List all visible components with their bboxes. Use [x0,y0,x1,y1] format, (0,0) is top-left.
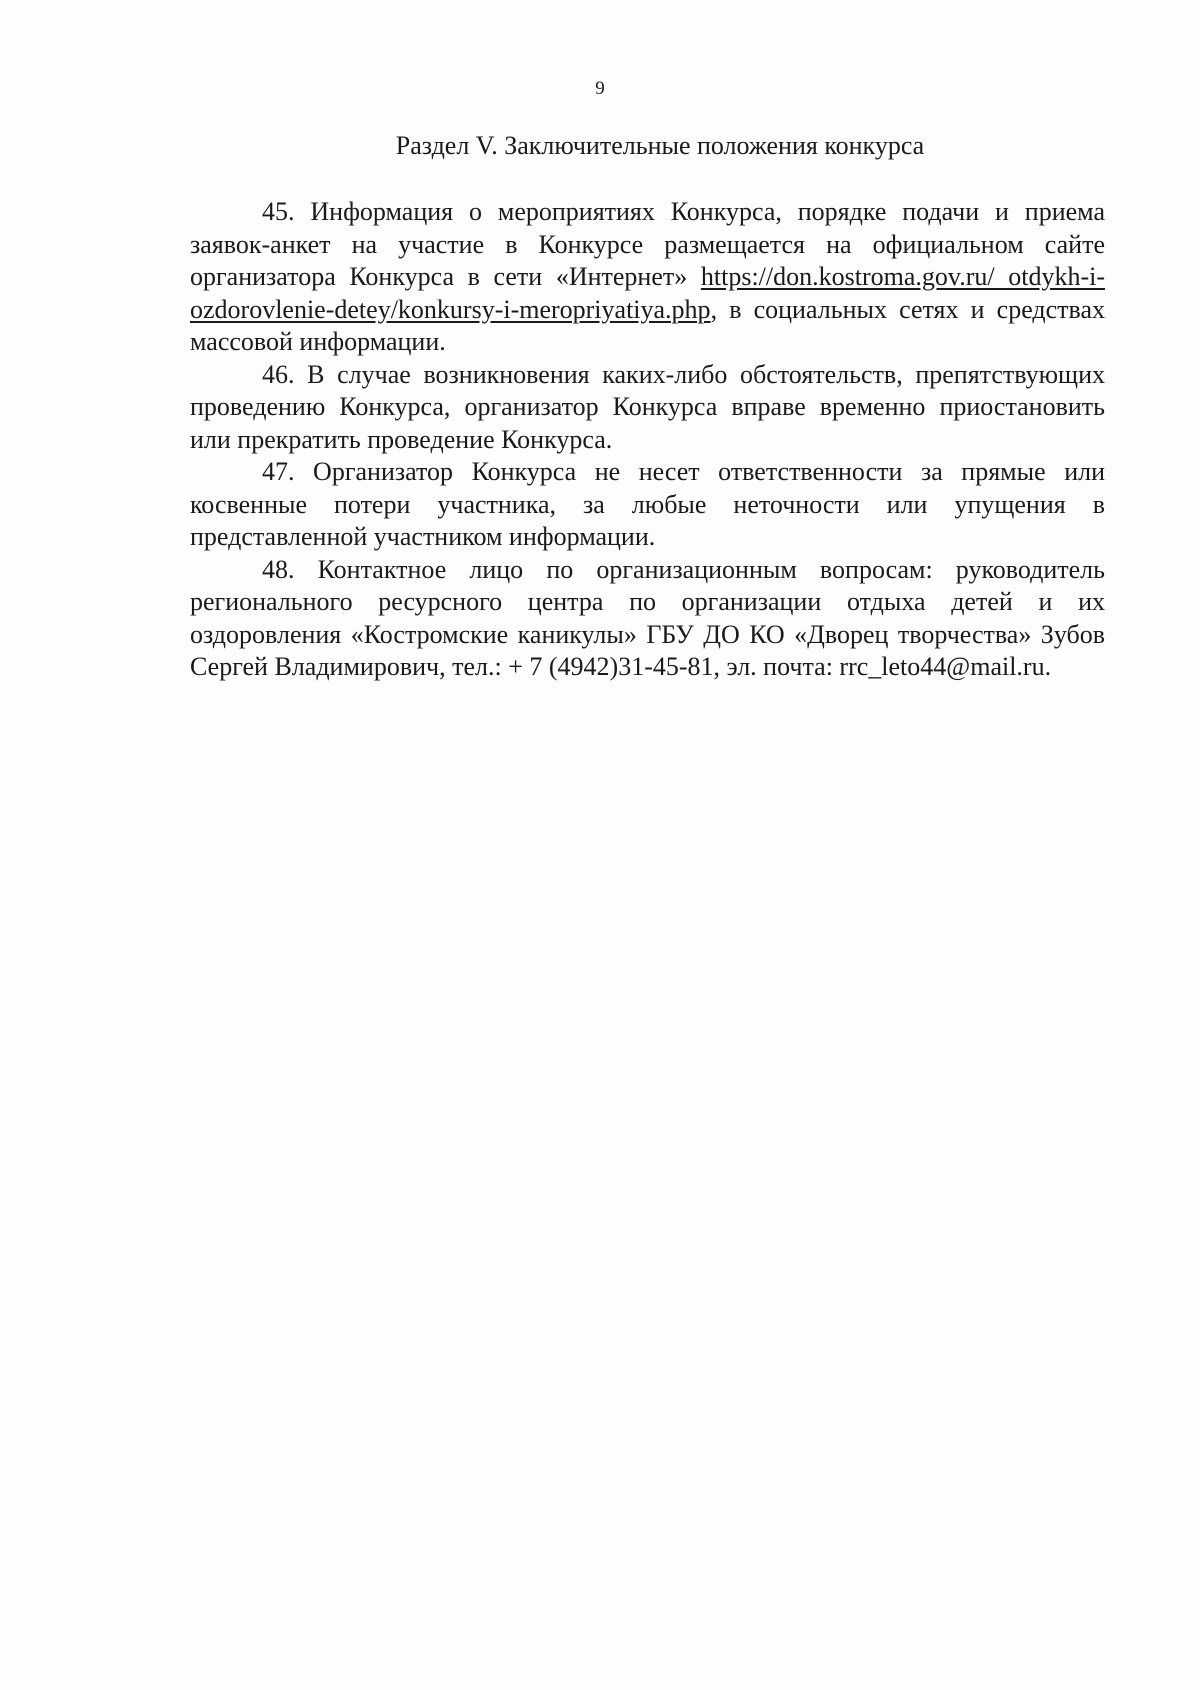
paragraph-47: 47. Организатор Конкурса не несет ответственности за прямые или косвенные потери участника, за любые неточности или упущения в представленной участником информации. [190,457,1105,551]
paragraph-45-text-before: 45. Информация о мероприятиях Конкурса, порядке подачи и приема заявок-анкет на участие в Конкурсе размещается на официальном сайте организатора Конкурса в сети «Интернет» [190,197,1105,291]
page-number: 9 [595,78,605,99]
paragraph-46: 46. В случае возникновения каких-либо обстоятельств, препятствующих проведению Конкурса, организатор Конкурса вправе временно приостановить или прекратить проведение Конкурса. [190,359,1105,454]
section-title: Раздел V. Заключительные положения конкурса [395,131,925,160]
paragraph-45-text-after: , в социальных сетях и средствах массовой информации. [190,294,1105,356]
paragraph-45 [190,196,1105,359]
body-text [190,196,1105,684]
website-link[interactable]: https://don.kostroma.gov.ru/ otdykh-i-ozdorovlenie-detey/konkursy-i-meropriyatiya.php [190,262,1105,324]
paragraph-48: 48. Контактное лицо по организационным вопросам: руководитель регионального ресурсного центра по организации отдыха детей и их оздоровления «Костромские каникулы» ГБУ ДО КО «Дворец творчества» Зубов Сергей Владимирович, тел.: + 7 (4942)31-45-81, эл. почта: rrc_leto44@mail.ru. [190,554,1105,681]
